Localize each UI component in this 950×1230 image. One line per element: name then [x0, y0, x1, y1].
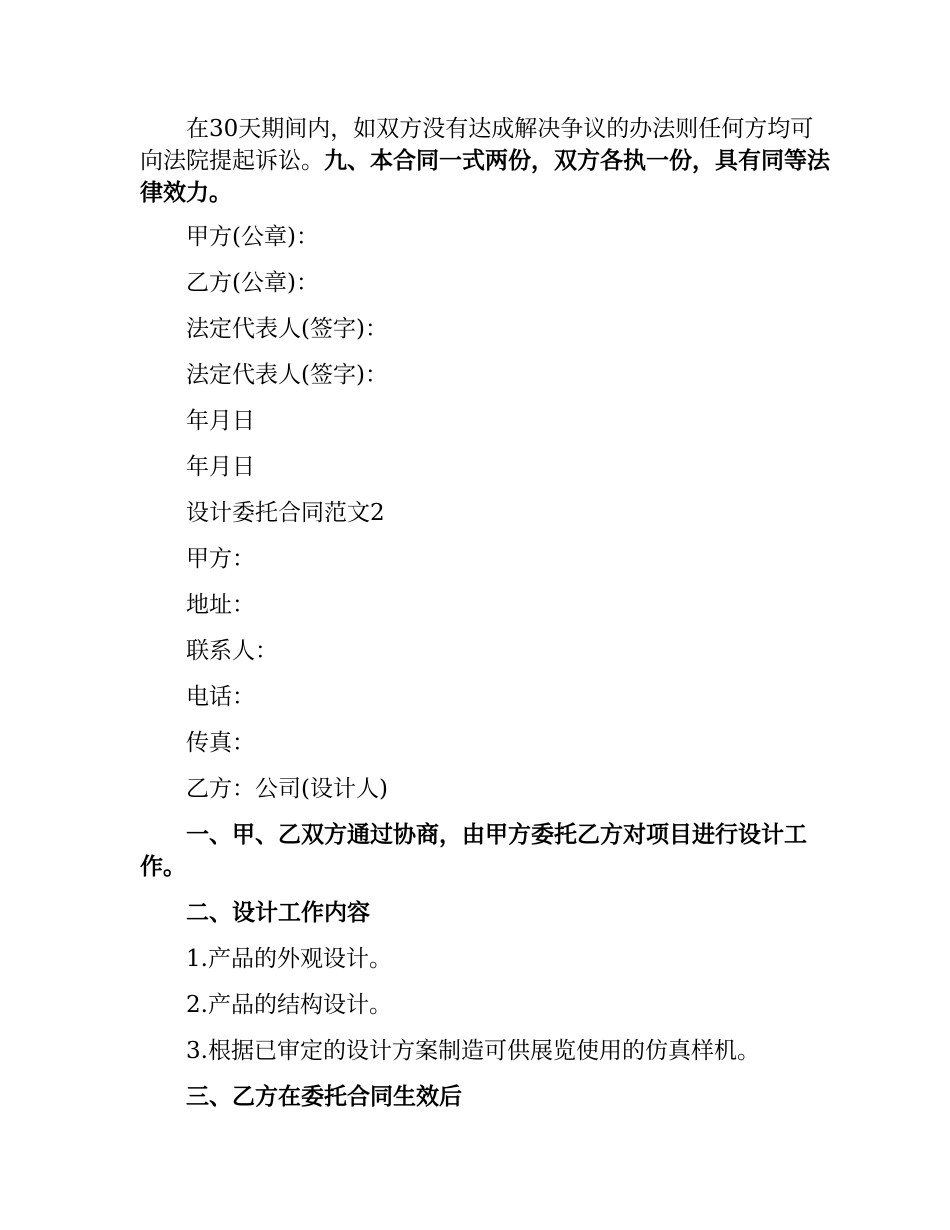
dispute-text: 在30天期间内，如双方没有达成解决争议的办法则任何方均可向法院提起诉讼。: [140, 116, 814, 174]
contract-2-title: 设计委托合同范文2: [186, 500, 385, 526]
sign-line-party-a-seal: 甲方(公章)：: [186, 224, 319, 250]
clause-2-item-3: 3.根据已审定的设计方案制造可供展览使用的仿真样机。: [186, 1038, 760, 1064]
contact-line: 联系人：: [186, 638, 278, 664]
document-page: [140, 113, 830, 1127]
clause-1: 一、甲、乙双方通过协商，由甲方委托乙方对项目进行设计工作。: [140, 822, 807, 880]
clause-2-heading: 二、设计工作内容: [186, 900, 370, 926]
dispute-paragraph: [140, 113, 830, 209]
copies-clause: 九、本合同一式两份，双方各执一份，具有同等法律效力。: [140, 148, 830, 206]
sign-line-rep-a: 法定代表人(签字)：: [186, 316, 388, 342]
clause-2-item-2: 2.产品的结构设计。: [186, 992, 392, 1018]
address-line: 地址：: [186, 592, 255, 618]
sign-line-date-a: 年月日: [186, 408, 255, 434]
party-a-line: 甲方：: [186, 546, 255, 572]
sign-line-date-b: 年月日: [186, 454, 255, 480]
sign-line-party-b-seal: 乙方(公章)：: [186, 270, 319, 296]
clause-3-heading: 三、乙方在委托合同生效后: [186, 1084, 462, 1110]
phone-line: 电话：: [186, 684, 255, 710]
clause-2-item-1: 1.产品的外观设计。: [186, 946, 392, 972]
fax-line: 传真：: [186, 730, 255, 756]
party-b-line: 乙方：公司(设计人): [186, 776, 388, 802]
sign-line-rep-b: 法定代表人(签字)：: [186, 362, 388, 388]
